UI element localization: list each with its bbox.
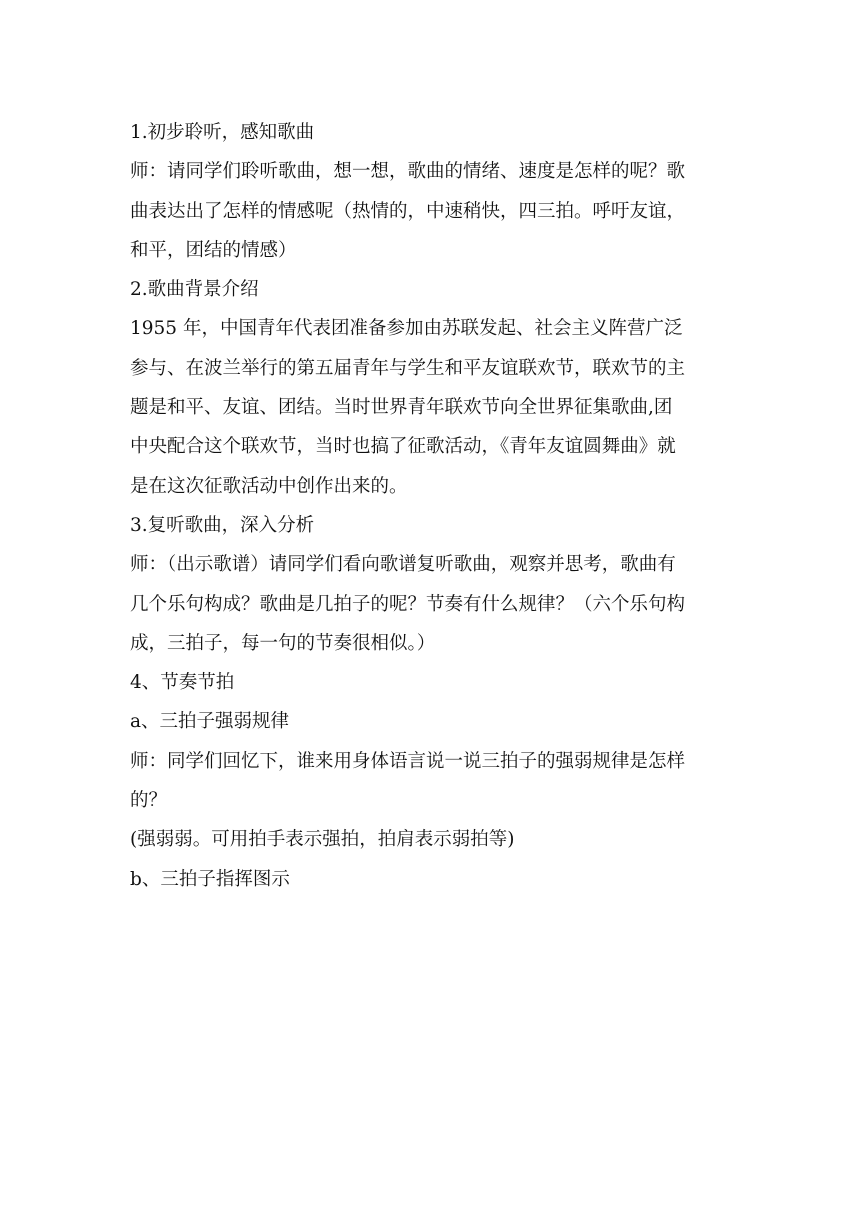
paragraph-line: 和平，团结的情感） — [130, 239, 297, 261]
paragraph-line: 参与、在波兰举行的第五届青年与学生和平友谊联欢节，联欢节的主 — [130, 357, 686, 379]
paragraph-line: 曲表达出了怎样的情感呢（热情的，中速稍快，四三拍。呼吁友谊， — [130, 200, 686, 222]
paragraph-line: 1955 年，中国青年代表团准备参加由苏联发起、社会主义阵营广泛 — [130, 318, 683, 340]
paragraph-line: 的？ — [130, 790, 168, 812]
document-body — [130, 113, 734, 899]
paragraph-line: 题是和平、友谊、团结。当时世界青年联欢节向全世界征集歌曲,团 — [130, 397, 673, 419]
paragraph-line: 师：（出示歌谱）请同学们看向歌谱复听歌曲，观察并思考，歌曲有 — [130, 554, 676, 576]
heading-step-3: 3.复听歌曲，深入分析 — [130, 514, 315, 536]
heading-step-1: 1.初步聆听，感知歌曲 — [130, 122, 315, 143]
subheading-b: b、三拍子指挥图示 — [130, 868, 290, 890]
paragraph-line: 几个乐句构成？歌曲是几拍子的呢？节奏有什么规律？（六个乐句构 — [130, 593, 686, 615]
paragraph-line: 中央配合这个联欢节，当时也搞了征歌活动，《青年友谊圆舞曲》就 — [130, 436, 676, 458]
heading-step-2: 2.歌曲背景介绍 — [130, 279, 259, 301]
subheading-a: a、三拍子强弱规律 — [130, 711, 290, 733]
heading-step-4: 4、节奏节拍 — [130, 672, 235, 694]
paragraph-line: 师：同学们回忆下，谁来用身体语言说一说三拍子的强弱规律是怎样 — [130, 750, 686, 772]
paragraph-line: 是在这次征歌活动中创作出来的。 — [130, 475, 408, 497]
paragraph-line: 成，三拍子，每一句的节奏很相似。） — [130, 632, 436, 654]
paragraph-line: 师：请同学们聆听歌曲，想一想，歌曲的情绪、速度是怎样的呢？歌 — [130, 161, 686, 183]
paragraph-line: (强弱弱。可用拍手表示强拍，拍肩表示弱拍等) — [130, 829, 515, 851]
